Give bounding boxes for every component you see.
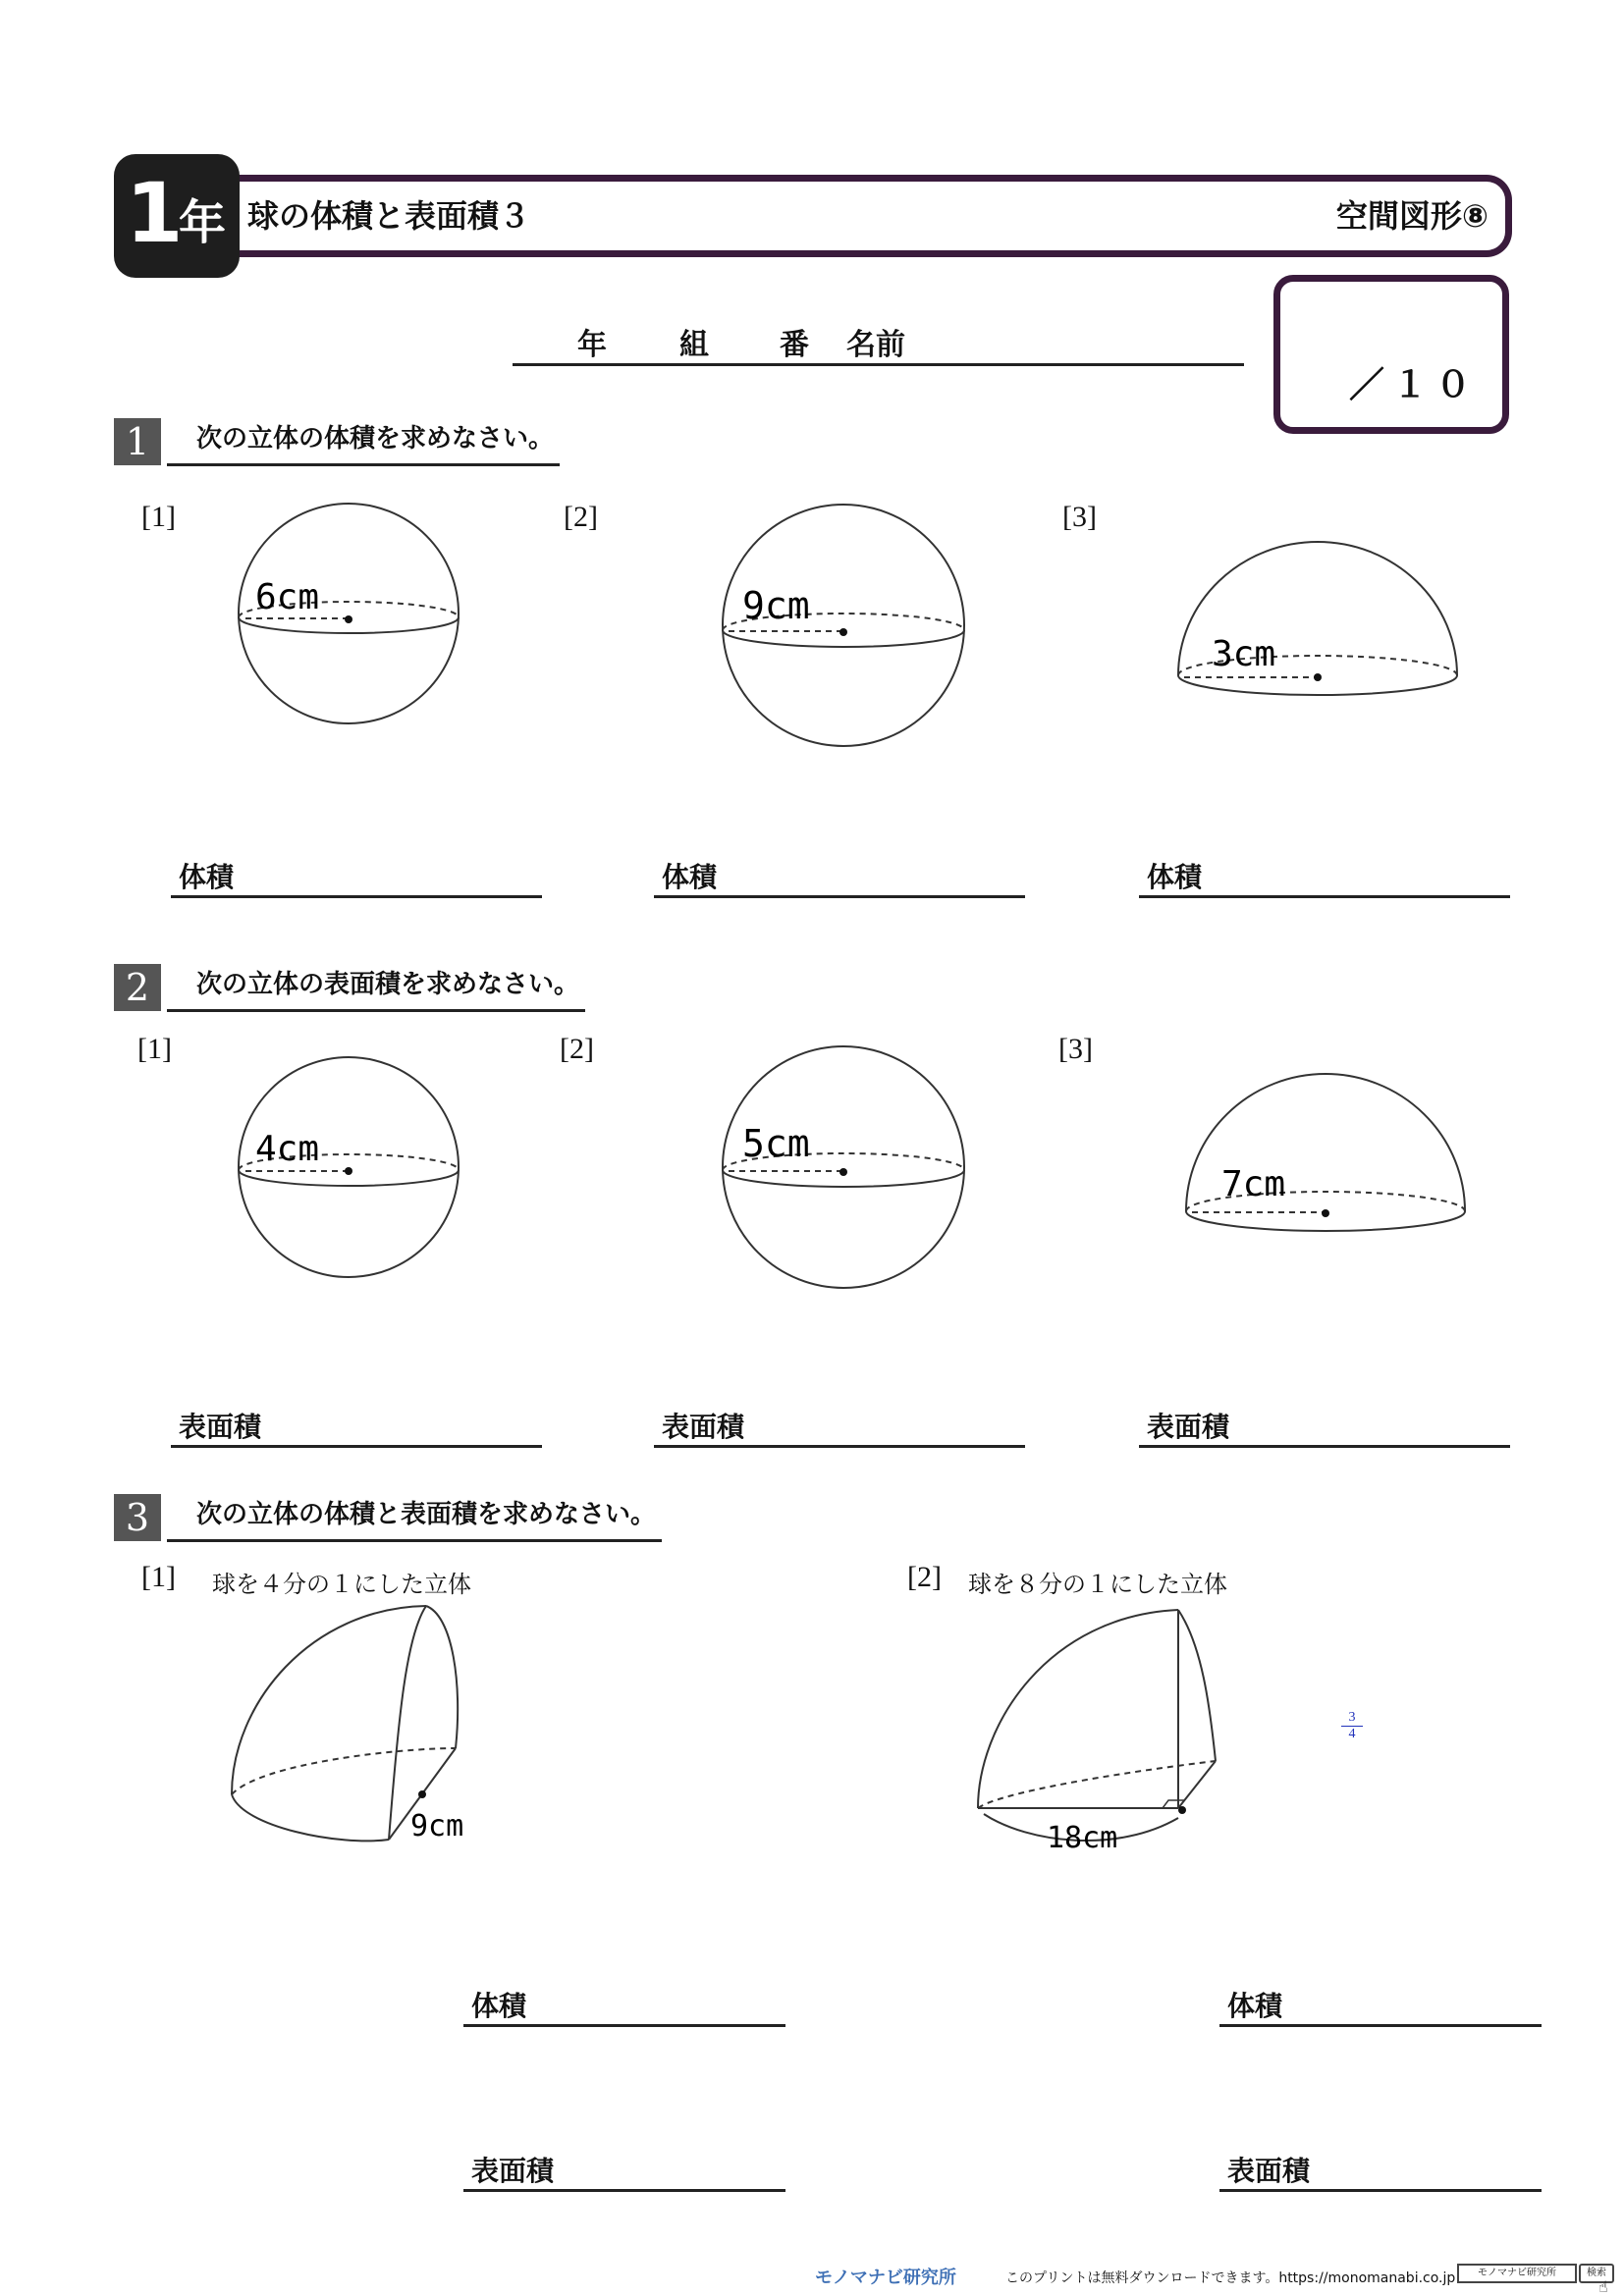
- s2-q2-label: [2]: [560, 1033, 594, 1065]
- s2-q1-dim: 4cm: [255, 1129, 320, 1169]
- search-box[interactable]: モノマナビ研究所: [1457, 2264, 1577, 2283]
- section-1-title: 次の立体の体積を求めなさい。: [167, 422, 560, 466]
- section-3-number: 3: [114, 1494, 161, 1541]
- score-total: ／１０: [1348, 365, 1479, 405]
- s3-q2-volume-answer: 体積: [1219, 1989, 1542, 2027]
- search-button[interactable]: 検索: [1579, 2264, 1614, 2283]
- s1-q1-sphere: [226, 491, 471, 736]
- number-label: 番: [780, 328, 809, 362]
- name-row: [513, 314, 1244, 366]
- s1-q1-label: [1]: [141, 501, 176, 533]
- s1-q2-label: [2]: [564, 501, 598, 533]
- s3-q2-label: [2]: [907, 1561, 942, 1593]
- score-box: [1273, 275, 1509, 434]
- cursor-icon: ☝: [1598, 2277, 1608, 2296]
- s1-q3-hemisphere: [1174, 530, 1469, 707]
- s2-q2-answer: 表面積: [654, 1410, 1025, 1448]
- fraction-denominator: 4: [1341, 1726, 1363, 1742]
- unit-label: 空間図形⑧: [1335, 197, 1489, 235]
- s3-q2-dim: 18cm: [1047, 1821, 1118, 1855]
- footer-brand: モノマナビ研究所: [815, 2268, 956, 2288]
- s2-q2-dim: 5cm: [742, 1122, 810, 1165]
- s2-q1-sphere: [226, 1044, 471, 1290]
- grade-unit: 年: [179, 195, 227, 250]
- year-label: 年: [577, 328, 607, 362]
- grade-number: 1: [126, 165, 184, 261]
- s2-q3-answer: 表面積: [1139, 1410, 1510, 1448]
- s2-q3-dim: 7cm: [1221, 1164, 1286, 1204]
- s3-q1-area-answer: 表面積: [463, 2154, 785, 2192]
- s2-q1-label: [1]: [137, 1033, 172, 1065]
- s2-q1-answer: 表面積: [171, 1410, 542, 1448]
- s3-q2-eighth-sphere: [970, 1596, 1225, 1861]
- s1-q1-dim: 6cm: [255, 577, 320, 617]
- footer-text: このプリントは無料ダウンロードできます。https://monomanabi.co.jp: [1005, 2270, 1456, 2286]
- s3-q2-desc: 球を８分の１にした立体: [968, 1571, 1227, 1598]
- s1-q3-dim: 3cm: [1212, 634, 1276, 674]
- s2-q2-sphere: [715, 1039, 972, 1296]
- section-3-title: 次の立体の体積と表面積を求めなさい。: [167, 1498, 662, 1542]
- s1-q2-dim: 9cm: [742, 584, 810, 627]
- s3-q1-quarter-sphere: [222, 1596, 477, 1851]
- name-label: 名前: [846, 328, 905, 362]
- s1-q3-answer: 体積: [1139, 860, 1510, 898]
- fraction-mark: [1341, 1710, 1363, 1742]
- class-label: 組: [679, 328, 709, 362]
- s3-q1-dim: 9cm: [410, 1809, 464, 1843]
- s3-q2-area-answer: 表面積: [1219, 2154, 1542, 2192]
- s2-q3-label: [3]: [1058, 1033, 1093, 1065]
- s1-q2-answer: 体積: [654, 860, 1025, 898]
- page-title: 球の体積と表面積３: [247, 197, 531, 235]
- s3-q1-volume-answer: 体積: [463, 1989, 785, 2027]
- s3-q1-label: [1]: [141, 1561, 176, 1593]
- grade-badge: [114, 154, 240, 278]
- s1-q3-label: [3]: [1062, 501, 1097, 533]
- s1-q1-answer: 体積: [171, 860, 542, 898]
- fraction-numerator: 3: [1348, 1710, 1356, 1725]
- section-2-title: 次の立体の表面積を求めなさい。: [167, 968, 585, 1012]
- section-2-number: 2: [114, 964, 161, 1011]
- s1-q2-sphere: [715, 497, 972, 754]
- section-1-number: 1: [114, 418, 161, 465]
- s2-q3-hemisphere: [1182, 1056, 1487, 1243]
- s3-q1-desc: 球を４分の１にした立体: [212, 1571, 471, 1598]
